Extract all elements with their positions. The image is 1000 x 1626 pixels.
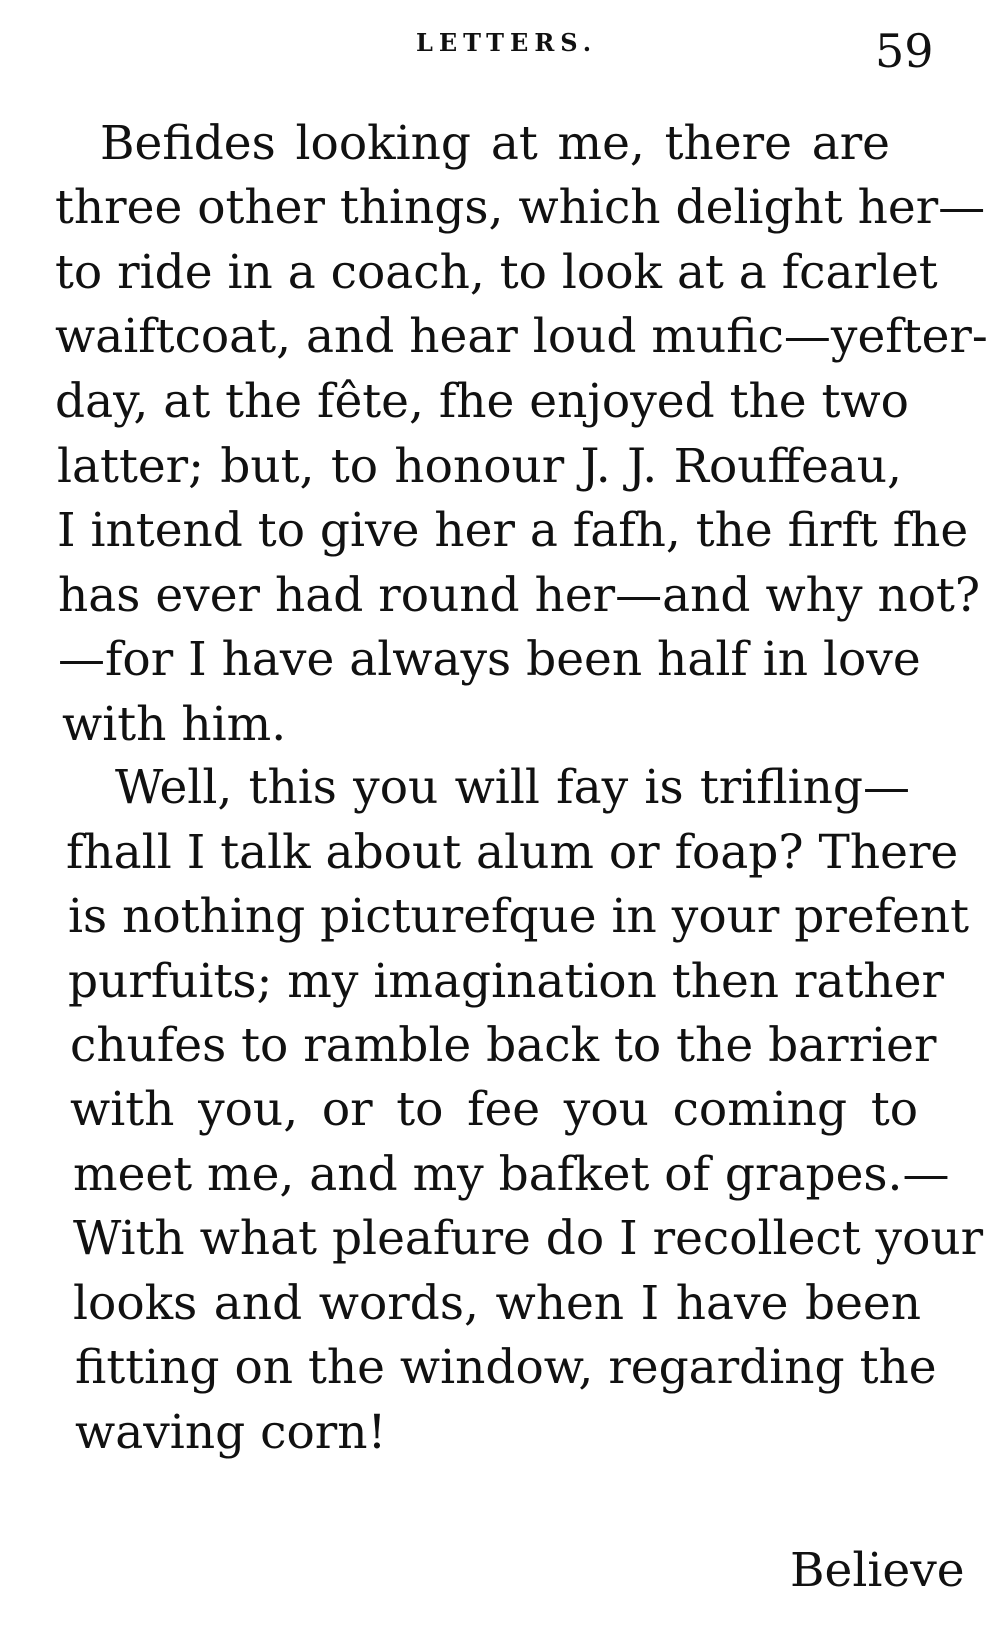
text-line: chufes to ramble back to the barrier [70,1018,937,1073]
text-line: has ever had round her—and why not? [58,568,981,623]
text-line: —for I have always been half in love [58,632,921,687]
text-line: day, at the fête, fhe enjoyed the two [55,374,909,429]
text-line: fitting on the window, regarding the [75,1340,937,1395]
text-line: Well, this you will fay is trifling— [115,760,910,815]
text-line: to ride in a coach, to look at a fcarlet [55,245,938,300]
catchword: Believe [790,1543,965,1598]
text-line: I intend to give her a fafh, the firft fhe [57,503,969,558]
running-head: LETTERS. [416,28,598,57]
text-line: with you, or to fee you coming to [70,1082,918,1137]
text-line: purfuits; my imagination then rather [68,954,944,1009]
text-line: waving corn! [75,1405,387,1460]
text-line: waiftcoat, and hear loud mufic—yefter- [55,309,988,364]
text-line: with him. [62,697,287,752]
text-line: fhall I talk about alum or foap? There [66,825,959,880]
text-line: three other things, which delight her— [55,180,986,235]
text-line: Befides looking at me, there are [100,116,890,171]
page-number: 59 [875,24,934,78]
text-line: looks and words, when I have been [73,1276,921,1331]
text-line: is nothing picturefque in your prefent [68,889,970,944]
text-line: meet me, and my bafket of grapes.— [73,1147,950,1202]
text-line: With what pleafure do I recollect your [73,1211,984,1266]
text-line: latter; but, to honour J. J. Rouffeau, [57,439,902,494]
